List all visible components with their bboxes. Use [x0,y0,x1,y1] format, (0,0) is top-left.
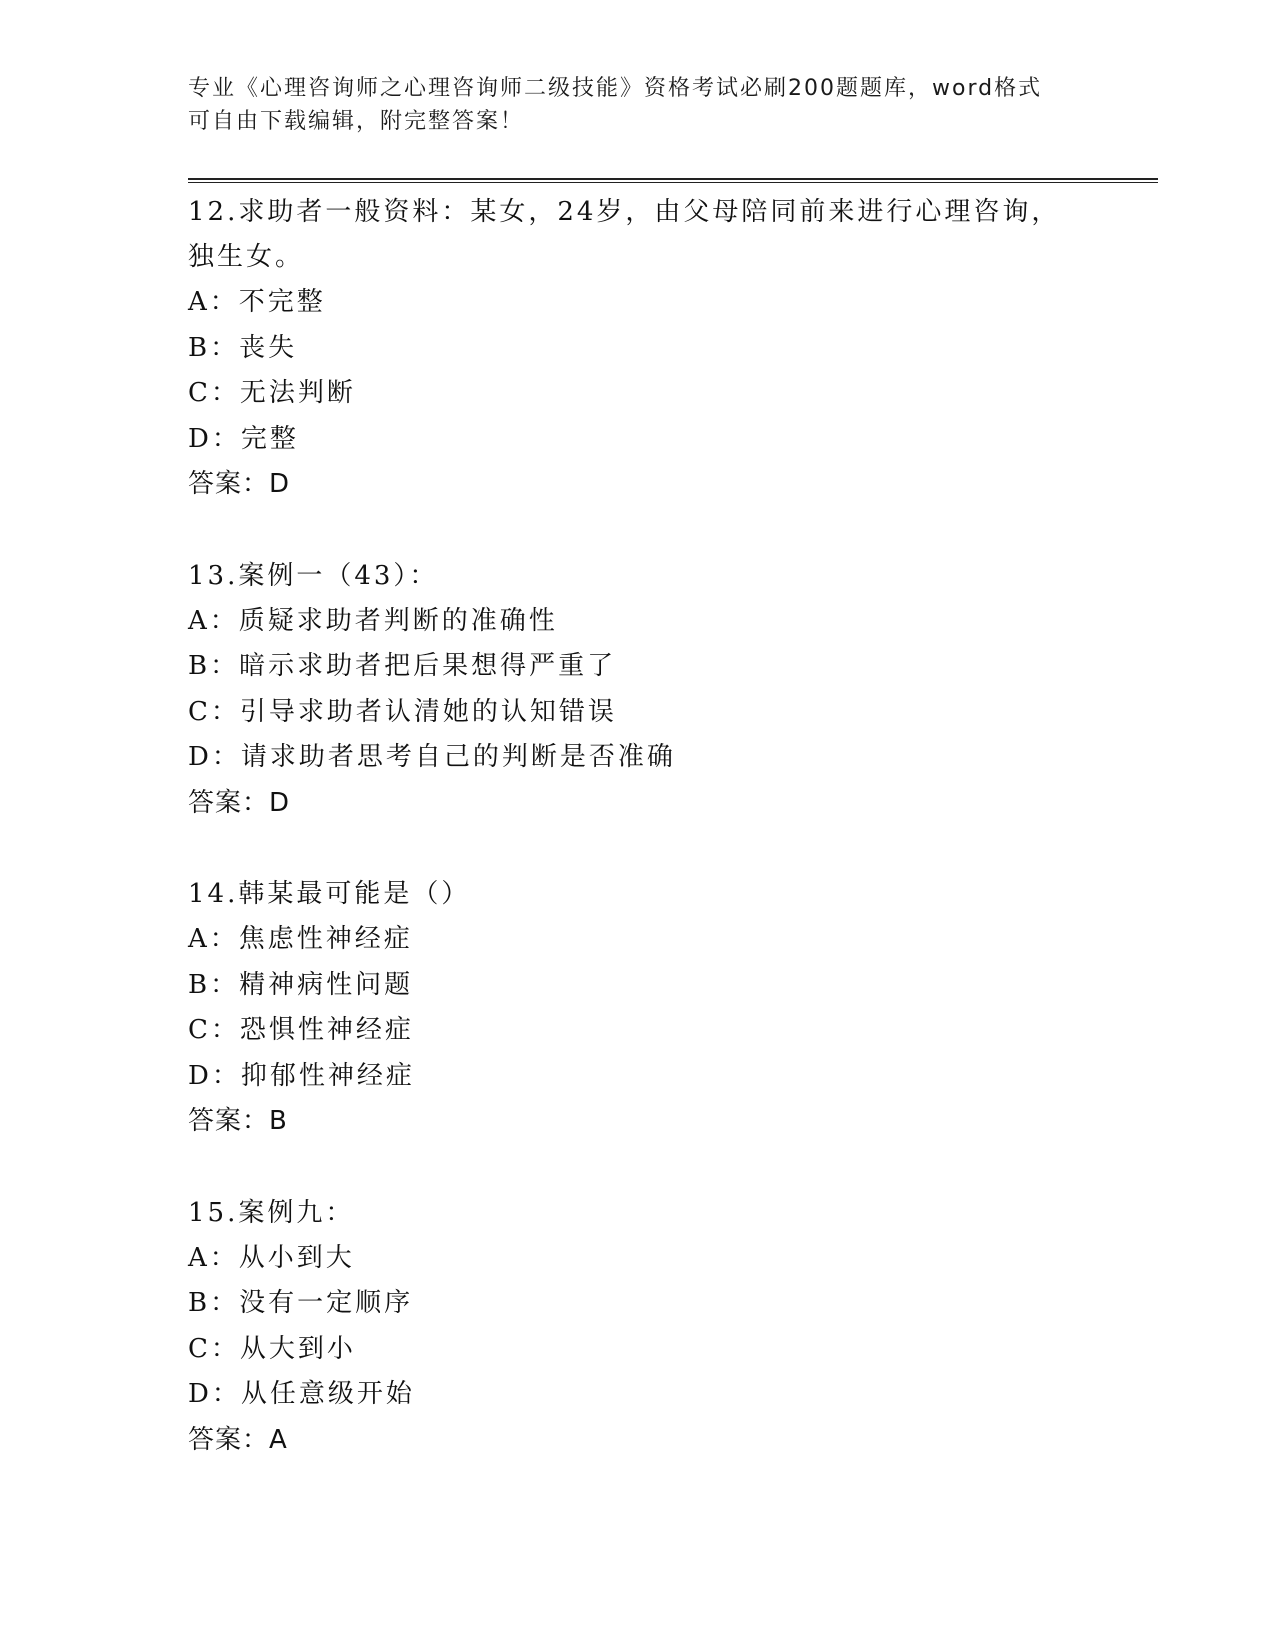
question-list [188,190,1088,1509]
option-b: B：暗示求助者把后果想得严重了 [188,651,617,681]
question-12 [188,190,1088,508]
option-d: D：完整 [188,423,299,454]
question-13 [188,554,1088,827]
question-stem: 14.韩某最可能是（） [188,879,471,909]
option-d: D：请求助者思考自己的判断是否准确 [188,742,676,772]
answer: 答案：A [188,1424,288,1455]
question-stem: 12.求助者一般资料：某女，24岁，由父母陪同前来进行心理咨询，独生女。 [188,197,1061,272]
answer: 答案：D [188,787,291,818]
option-a: A：焦虑性神经症 [188,924,413,954]
header-divider [188,178,1158,183]
option-b: B：没有一定顺序 [188,1288,414,1318]
option-a: A：质疑求助者判断的准确性 [188,605,558,636]
option-a: A：从小到大 [188,1242,355,1273]
option-d: D：从任意级开始 [188,1379,415,1409]
option-d: D：抑郁性神经症 [188,1060,415,1091]
option-c: C：恐惧性神经症 [188,1015,414,1045]
option-c: C：引导求助者认清她的认知错误 [188,696,617,727]
option-c: C：无法判断 [188,378,356,408]
option-b: B：丧失 [188,332,298,363]
option-a: A：不完整 [188,287,326,317]
option-c: C：从大到小 [188,1333,356,1364]
question-stem: 15.案例九： [188,1197,355,1228]
document-header [188,72,1088,138]
question-15 [188,1191,1088,1464]
answer: 答案：B [188,1106,288,1136]
question-14 [188,872,1088,1145]
answer: 答案：D [188,469,291,499]
option-b: B：精神病性问题 [188,969,414,1000]
question-stem: 13.案例一（43）： [188,560,439,591]
header-line-2: 可自由下载编辑，附完整答案！ [188,109,525,134]
header-line-1: 专业《心理咨询师之心理咨询师二级技能》资格考试必刷200题题库，word格式 [188,76,1043,101]
